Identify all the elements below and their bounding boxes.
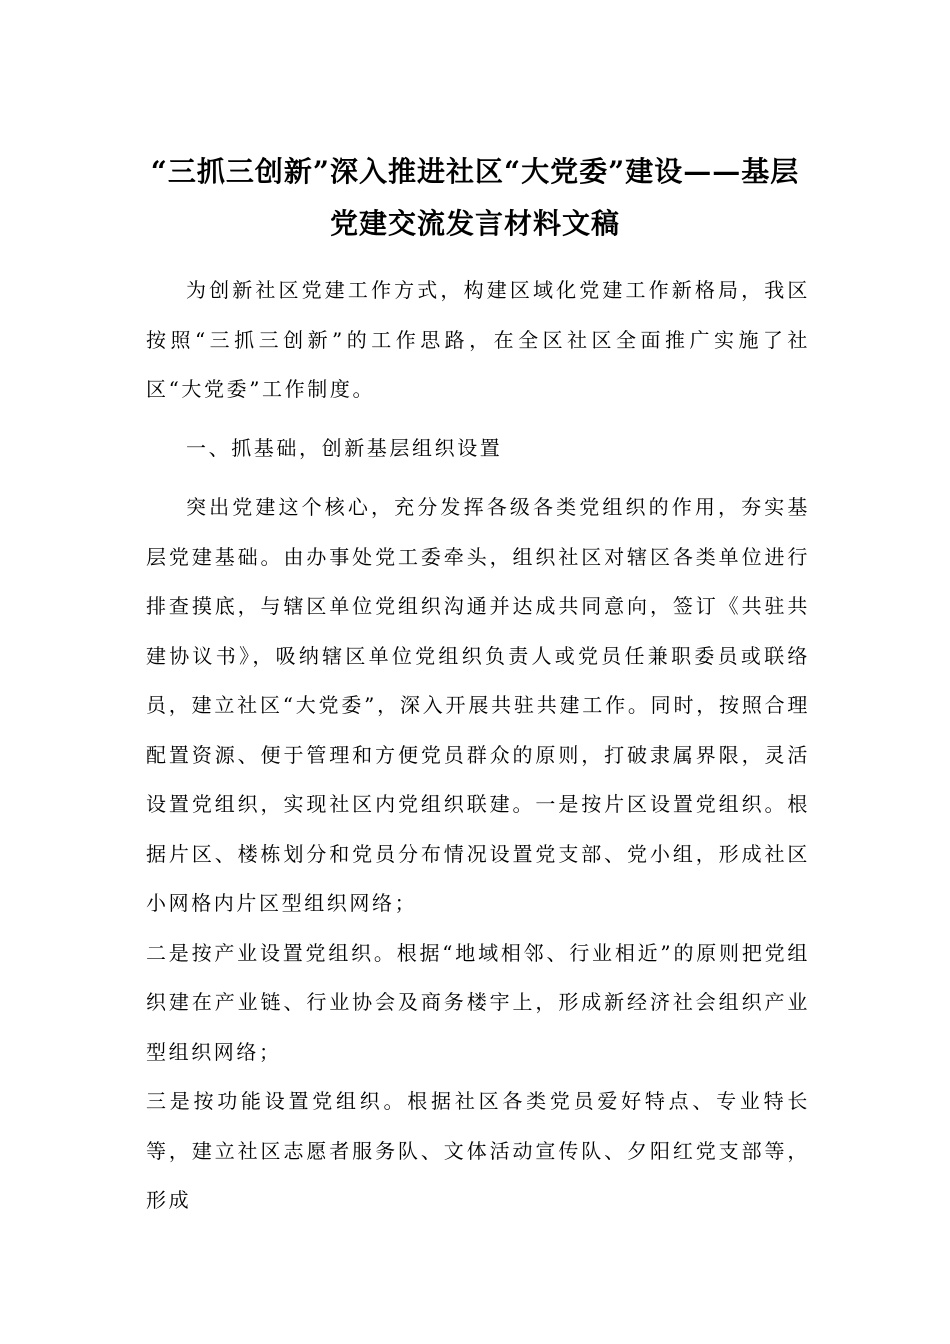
body-paragraph: 突出党建这个核心，充分发挥各级各类党组织的作用，夯实基层党建基础。由办事处党工委牵头，组织社区对辖区各类单位进行排查摸底，与辖区单位党组织沟通并达成共同意向，签订《共驻共建协议书》，吸纳辖区单位党组织负责人或党员任兼职委员或联络员，建立社区“大党委”，深入开展共驻共建工作。同时，按照合理配置资源、便于管理和方便党员群众的原则，打破隶属界限，灵活设置党组织，实现社区内党组织联建。一是按片区设置党组织。根据片区、楼栋划分和党员分布情况设置党支部、党小组，形成社区小网格内片区型组织网络；: [146, 495, 810, 915]
body-paragraph: 三是按功能设置党组织。根据社区各类党员爱好特点、专业特长等，建立社区志愿者服务队、文体活动宣传队、夕阳红党支部等，形成: [146, 1089, 810, 1212]
document-body: [146, 266, 810, 1226]
intro-paragraph: 为创新社区党建工作方式，构建区域化党建工作新格局，我区按照“三抓三创新”的工作思路，在全区社区全面推广实施了社区“大党委”工作制度。: [146, 278, 810, 401]
section-heading: 一、抓基础，创新基层组织设置: [186, 435, 503, 460]
body-paragraph: 二是按产业设置党组织。根据“地域相邻、行业相近”的原则把党组织建在产业链、行业协会及商务楼宇上，形成新经济社会组织产业型组织网络；: [146, 940, 810, 1064]
document-title: “三抓三创新”深入推进社区“大党委”建设——基层党建交流发言材料文稿: [150, 155, 800, 240]
